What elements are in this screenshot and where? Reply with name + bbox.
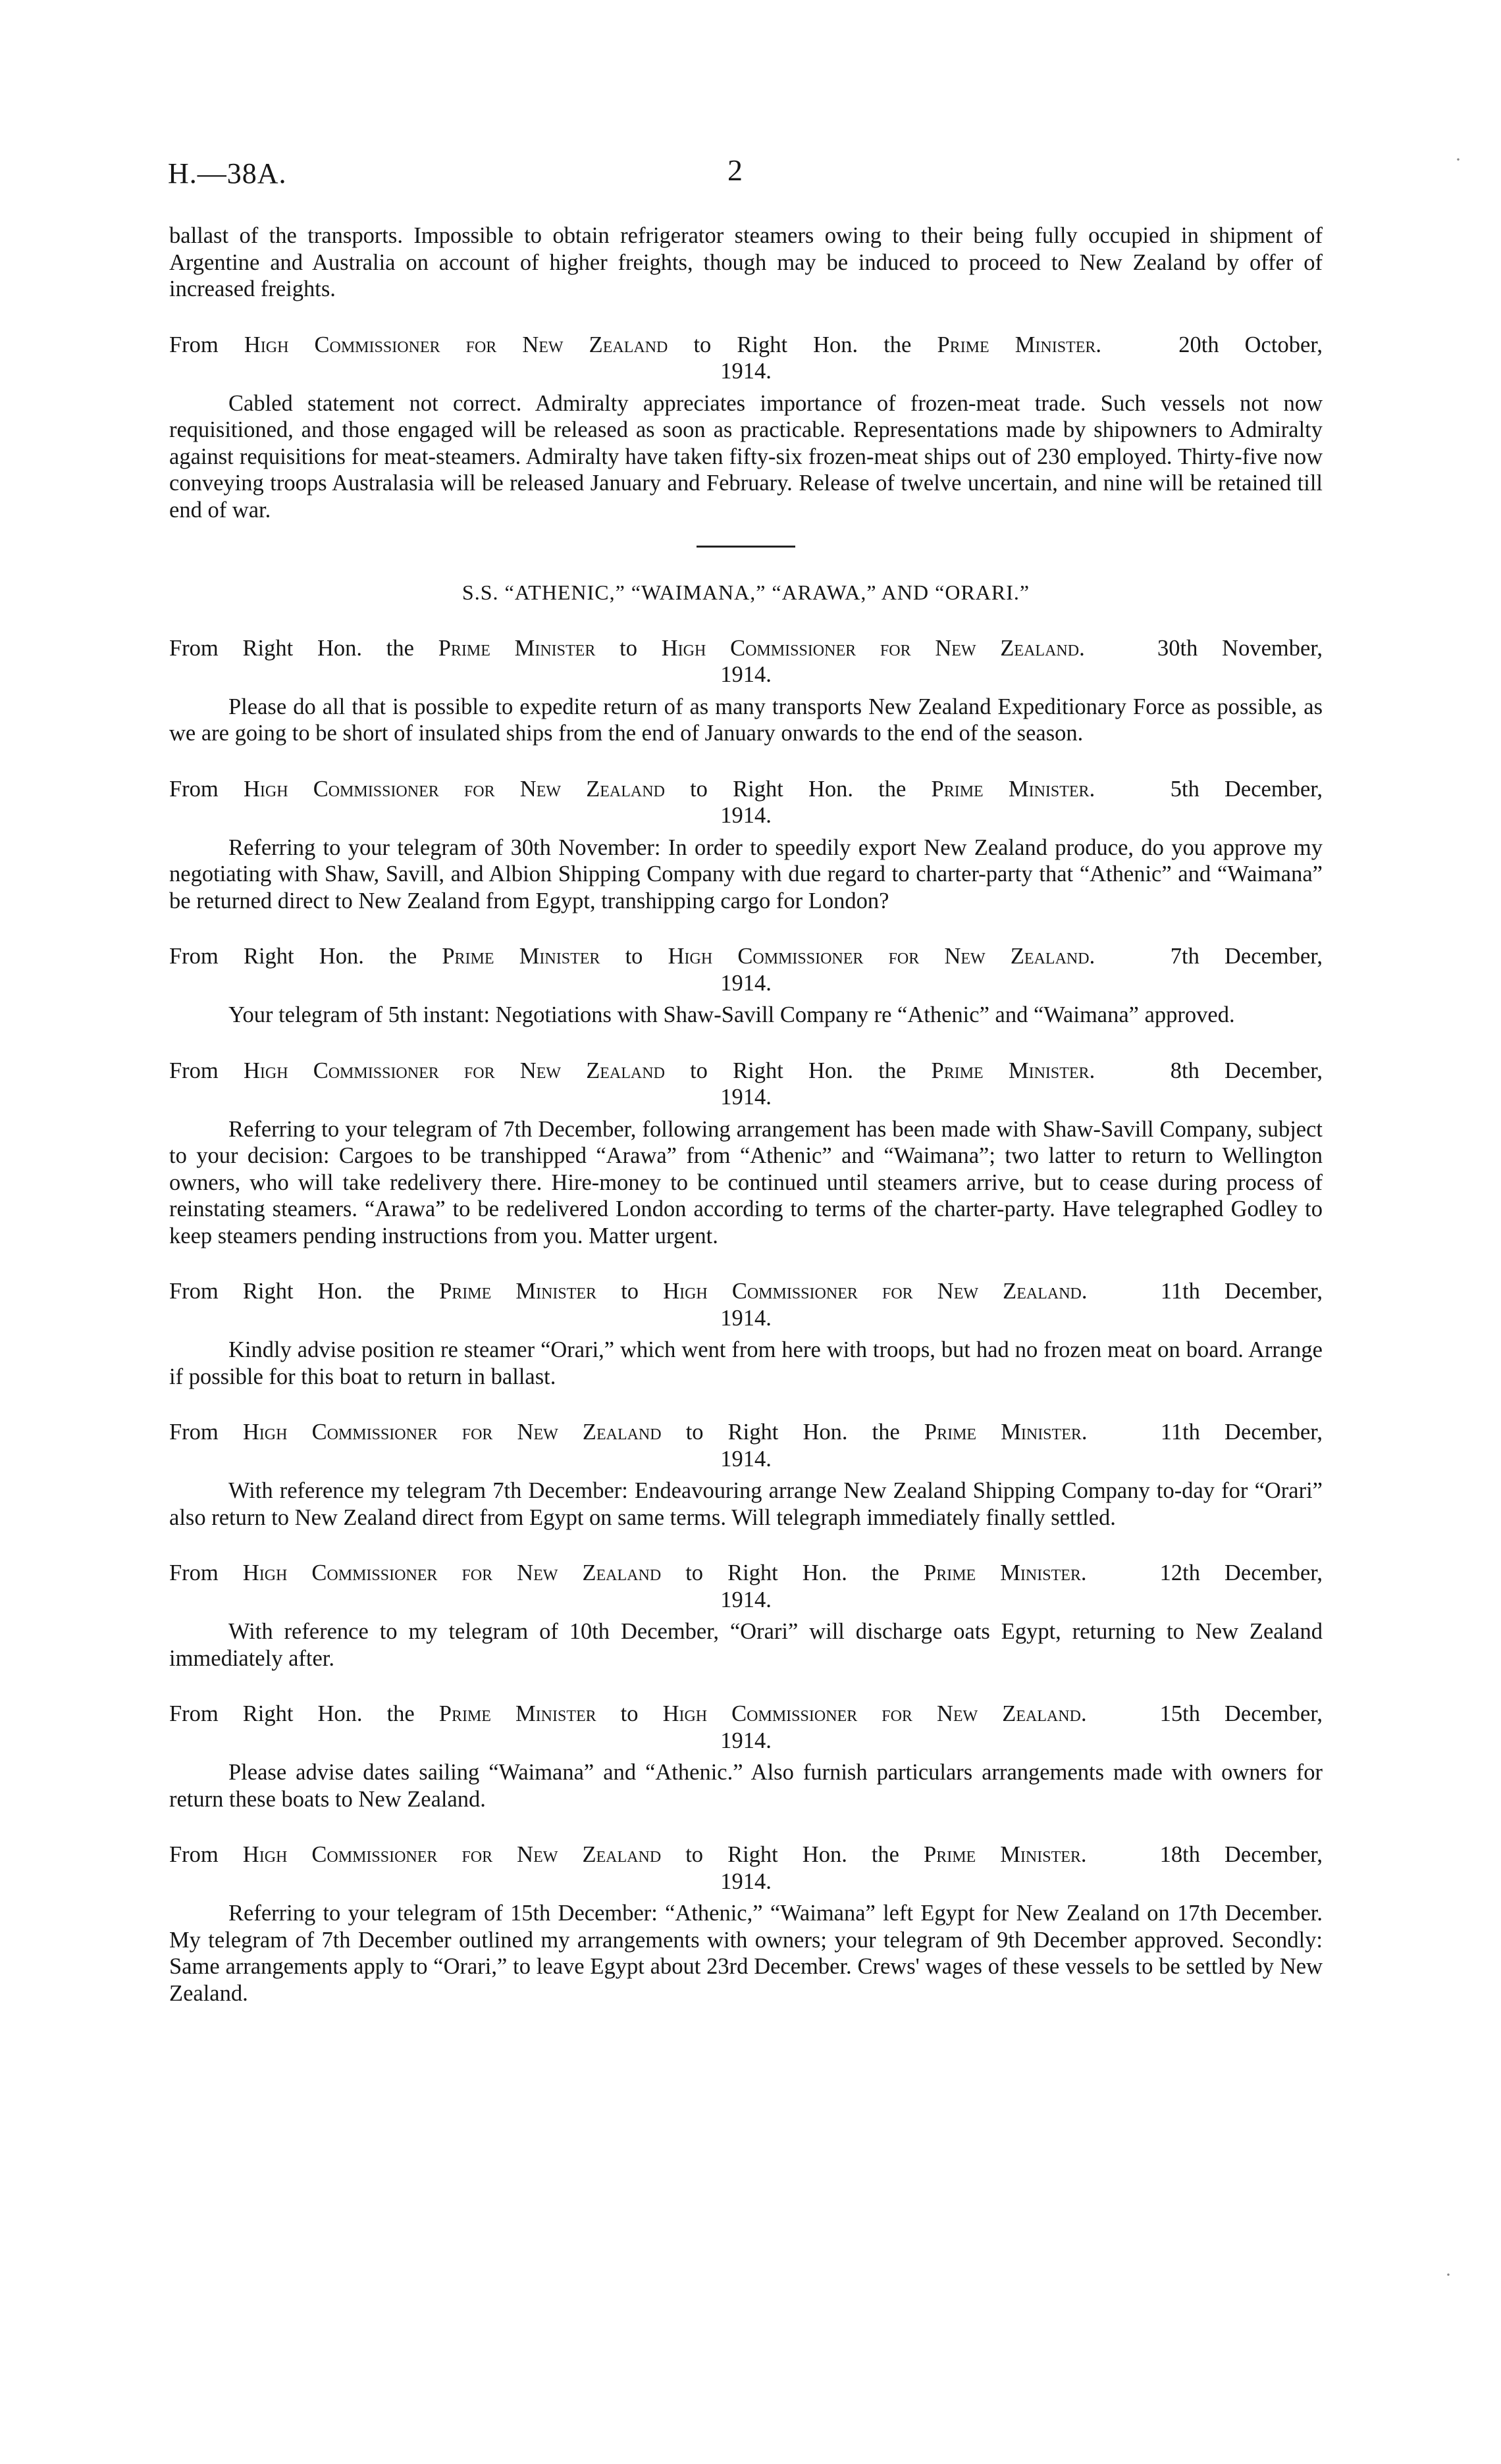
telegram-body: Please advise dates sailing “Waimana” and “Athenic.” Also furnish particulars arrangements made with owners for return these boats to New Zealand. [169,1760,1323,1812]
telegram-heading: From Right Hon. the Prime Minister to High Commissioner for New Zealand. 15th December, [169,1701,1323,1726]
telegram-body: Please do all that is possible to expedite return of as many transports New Zealand Expeditionary Force as possible, as we are going to be short of insulated ships from the end of January onwards to the end of the season. [169,694,1323,746]
margin-speck: · [1455,149,1462,170]
telegram-body: Cabled statement not correct. Admiralty appreciates importance of frozen-meat trade. Such vessels not now requisitioned, and those engaged will be released as soon as practicable. Representations made by shipowners to Admiralty against requisitions for meat-steamers. Admiralty have taken fifty-six frozen-meat ships out of 230 employed. Thirty-five now conveying troops Australasia will be released January and February. Release of twelve uncertain, and nine will be retained till end of war. [169,390,1323,523]
section-title: S.S. “ATHENIC,” “WAIMANA,” “ARAWA,” AND “ORARI.” [461,580,1030,604]
telegram-body: With reference my telegram 7th December: Endeavouring arrange New Zealand Shipping Company to-day for “Orari” also return to New Zealand direct from Egypt on same terms. Will telegraph immediately finally settled. [169,1478,1323,1530]
telegram-heading: From High Commissioner for New Zealand to Right Hon. the Prime Minister. 12th December, [169,1560,1323,1585]
telegram-7 [169,1419,1323,1531]
telegram-3 [169,776,1323,915]
margin-speck: · [1445,2264,1452,2286]
telegram-heading: From High Commissioner for New Zealand to Right Hon. the Prime Minister. 5th December, [169,776,1323,802]
telegram-heading: From High Commissioner for New Zealand to Right Hon. the Prime Minister. 8th December, [169,1058,1323,1083]
telegram-1 [169,332,1323,524]
telegram-year: 1914. [720,1085,772,1110]
telegram-heading: From Right Hon. the Prime Minister to High Commissioner for New Zealand. 7th December, [169,944,1323,969]
telegram-year: 1914. [720,970,772,996]
telegram-body: Referring to your telegram of 7th December, following arrangement has been made with Shaw-Savill Company, subject to your decision: Cargoes to be transhipped “Arawa” from “Athenic” and “Waimana”; two latter to return to Wellington owners, who will take redelivery there. Hire-money to be continued until steamers arrive, but to cease during process of reinstating steamers. “Arawa” to be redelivered London according to terms of the charter-party. Have telegraphed Godley to keep steamers pending instructions from you. Matter urgent. [169,1116,1323,1248]
section-divider [697,546,795,548]
telegram-year: 1914. [720,1305,772,1331]
telegram-8 [169,1560,1323,1672]
telegram-year: 1914. [720,1728,772,1753]
telegram-9 [169,1701,1323,1812]
document-reference: H.—38A. [168,157,287,190]
telegram-heading: From High Commissioner for New Zealand to Right Hon. the Prime Minister. 11th December, [169,1420,1323,1445]
telegram-year: 1914. [720,662,772,687]
telegram-year: 1914. [720,359,772,384]
telegram-5 [169,1058,1323,1250]
telegram-4 [169,943,1323,1029]
intro-paragraph: ballast of the transports. Impossible to obtain refrigerator steamers owing to their being fully occupied in shipment of Argentine and Australia on account of higher freights, though may be induced to proceed to New Zealand by offer of increased freights. [169,223,1323,301]
telegram-heading: From Right Hon. the Prime Minister to High Commissioner for New Zealand. 30th November, [169,635,1323,661]
telegram-2 [169,635,1323,747]
telegram-heading: From High Commissioner for New Zealand to Right Hon. the Prime Minister. 20th October, [169,332,1323,357]
telegram-year: 1914. [720,1587,772,1612]
telegram-year: 1914. [720,1868,772,1894]
telegram-6 [169,1278,1323,1390]
telegram-body: Referring to your telegram of 15th December: “Athenic,” “Waimana” left Egypt for New Zealand on 17th December. My telegram of 7th December outlined my arrangements with owners; your telegram of 9th December approved. Secondly: Same arrangements apply to “Orari,” to leave Egypt about 23rd December. Crews' wages of these vessels to be settled by New Zealand. [169,1901,1323,2006]
telegram-year: 1914. [720,1446,772,1472]
telegram-body: Your telegram of 5th instant: Negotiations with Shaw-Savill Company re “Athenic” and “Waimana” approved. [228,1002,1235,1027]
telegram-10 [169,1841,1323,2007]
telegram-body: With reference to my telegram of 10th December, “Orari” will discharge oats Egypt, returning to New Zealand immediately after. [169,1619,1323,1671]
telegram-list [169,635,1323,2007]
telegram-year: 1914. [720,803,772,828]
telegram-heading: From Right Hon. the Prime Minister to High Commissioner for New Zealand. 11th December, [169,1279,1323,1304]
telegram-body: Kindly advise position re steamer “Orari,” which went from here with troops, but had no frozen meat on board. Arrange if possible for this boat to return in ballast. [169,1337,1323,1389]
document-body [169,222,1323,2007]
telegram-body: Referring to your telegram of 30th November: In order to speedily export New Zealand produce, do you approve my negotiating with Shaw, Savill, and Albion Shipping Company with due regard to charter-party that “Athenic” and “Waimana” be returned direct to New Zealand from Egypt, transhipping cargo for London? [169,834,1323,913]
telegram-heading: From High Commissioner for New Zealand to Right Hon. the Prime Minister. 18th December, [169,1842,1323,1867]
page-number: 2 [727,153,743,187]
